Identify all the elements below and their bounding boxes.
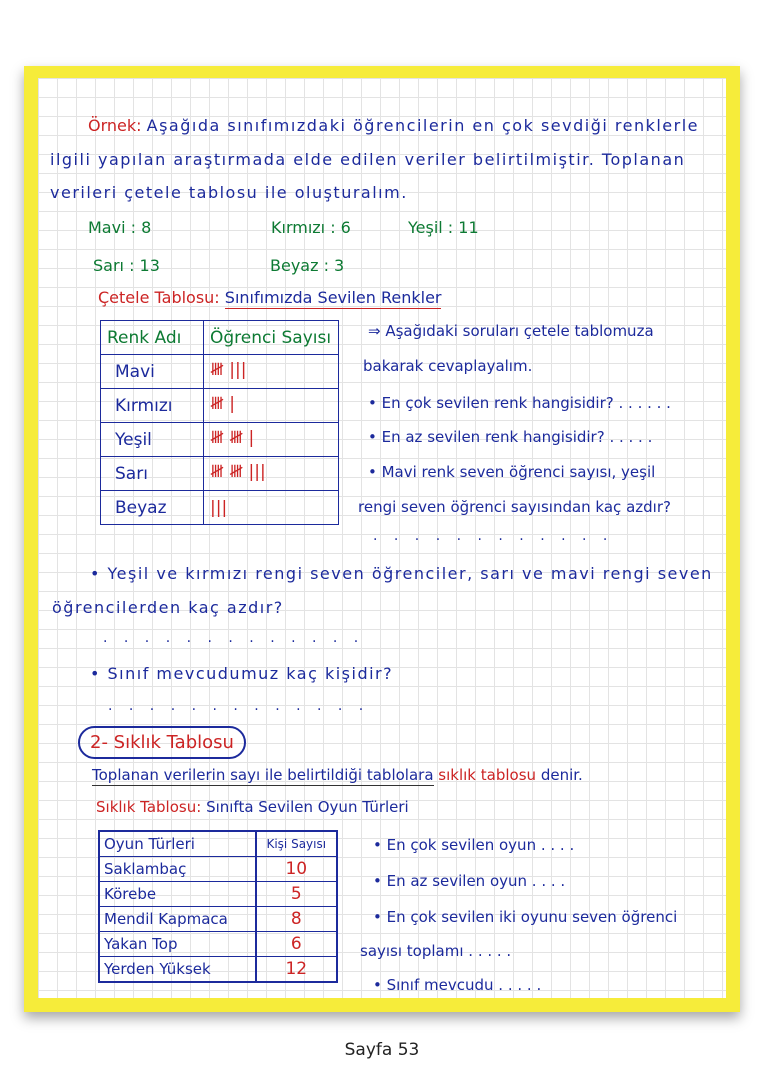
value-yesil: Yeşil : 11 — [408, 218, 479, 237]
tally-table — [100, 320, 339, 525]
tally-title — [98, 290, 441, 306]
games-table-label: Sıklık Tablosu: — [96, 798, 202, 816]
tally-row — [101, 355, 339, 389]
game-name: Yerden Yüksek — [104, 960, 211, 978]
game-name: Saklambaç — [99, 857, 256, 882]
game-count: 10 — [256, 857, 337, 882]
tally-row-name: Beyaz — [101, 491, 204, 525]
tally-title-label: Çetele Tablosu: — [98, 288, 220, 307]
definition-post: denir. — [540, 766, 583, 784]
tally-row — [101, 457, 339, 491]
example-line-3: verileri çetele tablosu ile oluşturalım. — [50, 183, 408, 202]
games-table-subject: Sınıfta Sevilen Oyun Türleri — [206, 798, 409, 816]
question-top-two-a: • En çok sevilen iki oyunu seven öğrenci — [373, 908, 678, 926]
games-table-title — [96, 800, 409, 815]
question-top-two-b: sayısı toplamı . . . . . — [360, 942, 512, 960]
value-kirmizi: Kırmızı : 6 — [271, 218, 351, 237]
page-number: Sayfa 53 — [344, 1040, 420, 1060]
tally-row-marks: 𝍸 ||| — [204, 355, 339, 389]
example-line-1 — [88, 118, 699, 134]
table-row — [99, 932, 337, 957]
tally-row-name: Kırmızı — [101, 389, 204, 423]
game-name: Mendil Kapmaca — [99, 907, 256, 932]
definition-term: sıklık tablosu — [438, 766, 537, 784]
tally-row-marks: 𝍸 | — [204, 389, 339, 423]
example-line-2: ilgili yapılan araştırmada elde edilen veriler belirtilmiştir. Toplanan — [50, 150, 686, 169]
game-count: 12 — [256, 957, 337, 983]
question-class-size: • Sınıf mevcudumuz kaç kişidir? — [90, 664, 394, 683]
tally-row-marks: ||| — [204, 491, 339, 525]
questions-intro-1: ⇒ Aşağıdaki soruları çetele tablomuza — [368, 322, 654, 340]
question-compare-a: • Mavi renk seven öğrenci sayısı, yeşil — [368, 463, 656, 481]
table-row — [99, 857, 337, 882]
frequency-heading-text: 2- Sıklık Tablosu — [90, 732, 234, 753]
frequency-definition — [92, 768, 583, 783]
frequency-heading — [78, 726, 246, 759]
tally-row — [101, 389, 339, 423]
answer-dots: . . . . . . . . . . . . . — [108, 698, 370, 714]
question-class-total: • Sınıf mevcudu . . . . . — [373, 976, 542, 994]
tally-row — [101, 423, 339, 457]
tally-row-name: Sarı — [101, 457, 204, 491]
game-count: 6 — [256, 932, 337, 957]
tally-table-header — [101, 321, 339, 355]
table-row — [99, 882, 337, 907]
question-most-color: • En çok sevilen renk hangisidir? . . . . . . — [368, 394, 671, 412]
table-row — [99, 907, 337, 932]
question-least-color: • En az sevilen renk hangisidir? . . . . . — [368, 428, 653, 446]
question-green-red: • Yeşil ve kırmızı rengi seven öğrenciler, sarı ve mavi rengi seven — [90, 564, 713, 583]
question-compare-b: rengi seven öğrenci sayısından kaç azdır? — [358, 498, 671, 516]
tally-header-color: Renk Adı — [101, 321, 204, 355]
games-table-header — [99, 831, 337, 857]
tally-row-marks: 𝍸 𝍸 ||| — [204, 457, 339, 491]
questions-intro-2: bakarak cevaplayalım. — [363, 357, 533, 375]
grid-paper — [38, 78, 726, 998]
games-header-type: Oyun Türleri — [99, 831, 256, 857]
game-count: 5 — [256, 882, 337, 907]
game-name: Körebe — [99, 882, 256, 907]
tally-row — [101, 491, 339, 525]
page-frame — [24, 66, 740, 1012]
tally-title-subject: Sınıfımızda Sevilen Renkler — [224, 288, 442, 307]
tally-row-name: Mavi — [101, 355, 204, 389]
value-beyaz: Beyaz : 3 — [270, 256, 345, 275]
value-mavi: Mavi : 8 — [88, 218, 152, 237]
game-name: Yakan Top — [99, 932, 256, 957]
games-header-count: Kişi Sayısı — [256, 831, 337, 857]
answer-dots: . . . . . . . . . . . . . — [103, 630, 365, 646]
answer-dots: . . . . . . . . . . . . — [373, 528, 614, 544]
games-table — [98, 830, 338, 983]
question-green-red-b: öğrencilerden kaç azdır? — [52, 598, 284, 617]
definition-pre: Toplanan verilerin sayı ile belirtildiği tablolara — [92, 766, 434, 784]
table-row — [99, 957, 337, 983]
question-most-game: • En çok sevilen oyun . . . . — [373, 836, 575, 854]
tally-row-marks: 𝍸 𝍸 | — [204, 423, 339, 457]
tally-header-count: Öğrenci Sayısı — [204, 321, 339, 355]
example-label: Örnek: — [88, 116, 142, 135]
example-text-1: Aşağıda sınıfımızdaki öğrencilerin en çok sevdiği renklerle — [146, 116, 700, 135]
question-least-game: • En az sevilen oyun . . . . — [373, 872, 566, 890]
value-sari: Sarı : 13 — [93, 256, 160, 275]
game-count: 8 — [256, 907, 337, 932]
tally-row-name: Yeşil — [101, 423, 204, 457]
